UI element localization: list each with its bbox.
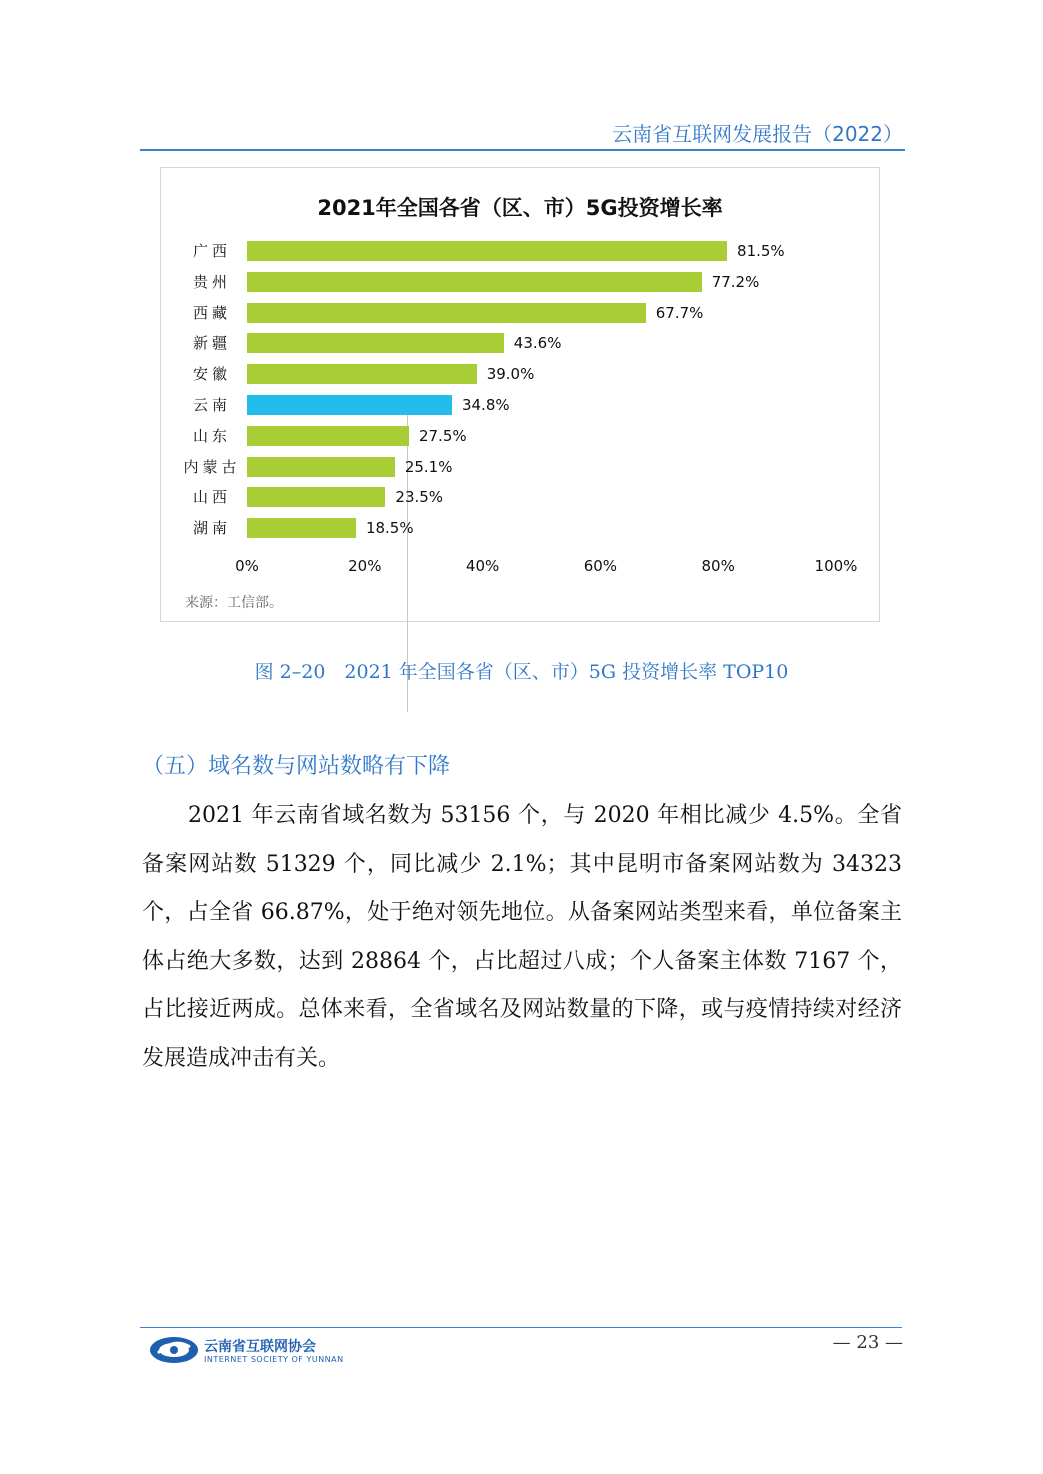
category-label: 广西 [192,242,231,260]
bar [247,241,727,261]
bar [247,426,409,446]
category-label: 山东 [192,426,231,445]
data-label: 18.5% [365,519,414,538]
x-tick-label: 40% [465,557,500,575]
bar [247,518,356,538]
footer-divider [140,1327,902,1328]
x-tick-label: 20% [348,557,382,575]
x-tick-label: 80% [701,557,735,575]
header-divider [140,149,905,151]
footer-org-name: 云南省互联网协会 [204,1339,316,1355]
data-label: 43.6% [513,334,562,353]
category-label: 山西 [192,488,231,507]
category-label: 内蒙古 [183,457,241,476]
x-tick-label: 60% [583,557,618,575]
data-label: 39.0% [486,365,535,384]
chart-title: 2021年全国各省（区、市）5G投资增长率 [317,196,723,220]
body-paragraph: 2021 年云南省域名数为 53156 个，与 2020 年相比减少 4.5%。全省备案网站数 51329 个，同比减少 2.1%；其中昆明市备案网站数为 34323 个，占全省 66.87%，处于绝对领先地位。从备案网站类型来看，单位备案主体占绝大多数，达到 28864 个，占比超过八成；个人备案主体数 7167 个，占比接近两成。总体来看，全省域名及网站数量的下降，或与疫情持续对经济发展造成冲击有关。 [142,803,902,1071]
data-label: 25.1% [404,457,453,476]
figure-caption: 图 2–20 2021 年全国各省（区、市）5G 投资增长率 TOP10 [254,661,789,683]
bar [247,487,385,507]
category-label: 湖南 [192,519,231,538]
category-label: 新疆 [192,334,231,353]
bar [247,333,504,353]
header-title: 云南省互联网发展报告（2022） [612,122,903,146]
category-label: 西藏 [192,303,231,322]
bar [247,457,395,477]
category-label: 安徽 [192,365,231,384]
category-label: 贵州 [192,272,231,291]
bar-chart [160,167,880,622]
org-logo-icon [148,1333,200,1367]
x-tick-label: 100% [814,557,858,575]
x-tick-label: 0% [235,557,259,575]
section-heading: （五）域名数与网站数略有下降 [142,754,451,779]
bar [247,364,477,384]
data-label: 67.7% [655,303,704,322]
bar [247,272,702,292]
category-label: 云南 [192,396,231,414]
page-number: — 23 — [832,1332,903,1353]
data-label: 27.5% [418,426,467,445]
chart-source: 来源：工信部。 [185,595,283,611]
bar [247,395,452,415]
bar [247,303,646,323]
data-label: 34.8% [461,396,510,414]
footer-org-name-en: INTERNET SOCIETY OF YUNNAN [204,1355,344,1364]
data-label: 81.5% [737,242,785,260]
data-label: 77.2% [711,272,760,291]
data-label: 23.5% [395,488,444,507]
